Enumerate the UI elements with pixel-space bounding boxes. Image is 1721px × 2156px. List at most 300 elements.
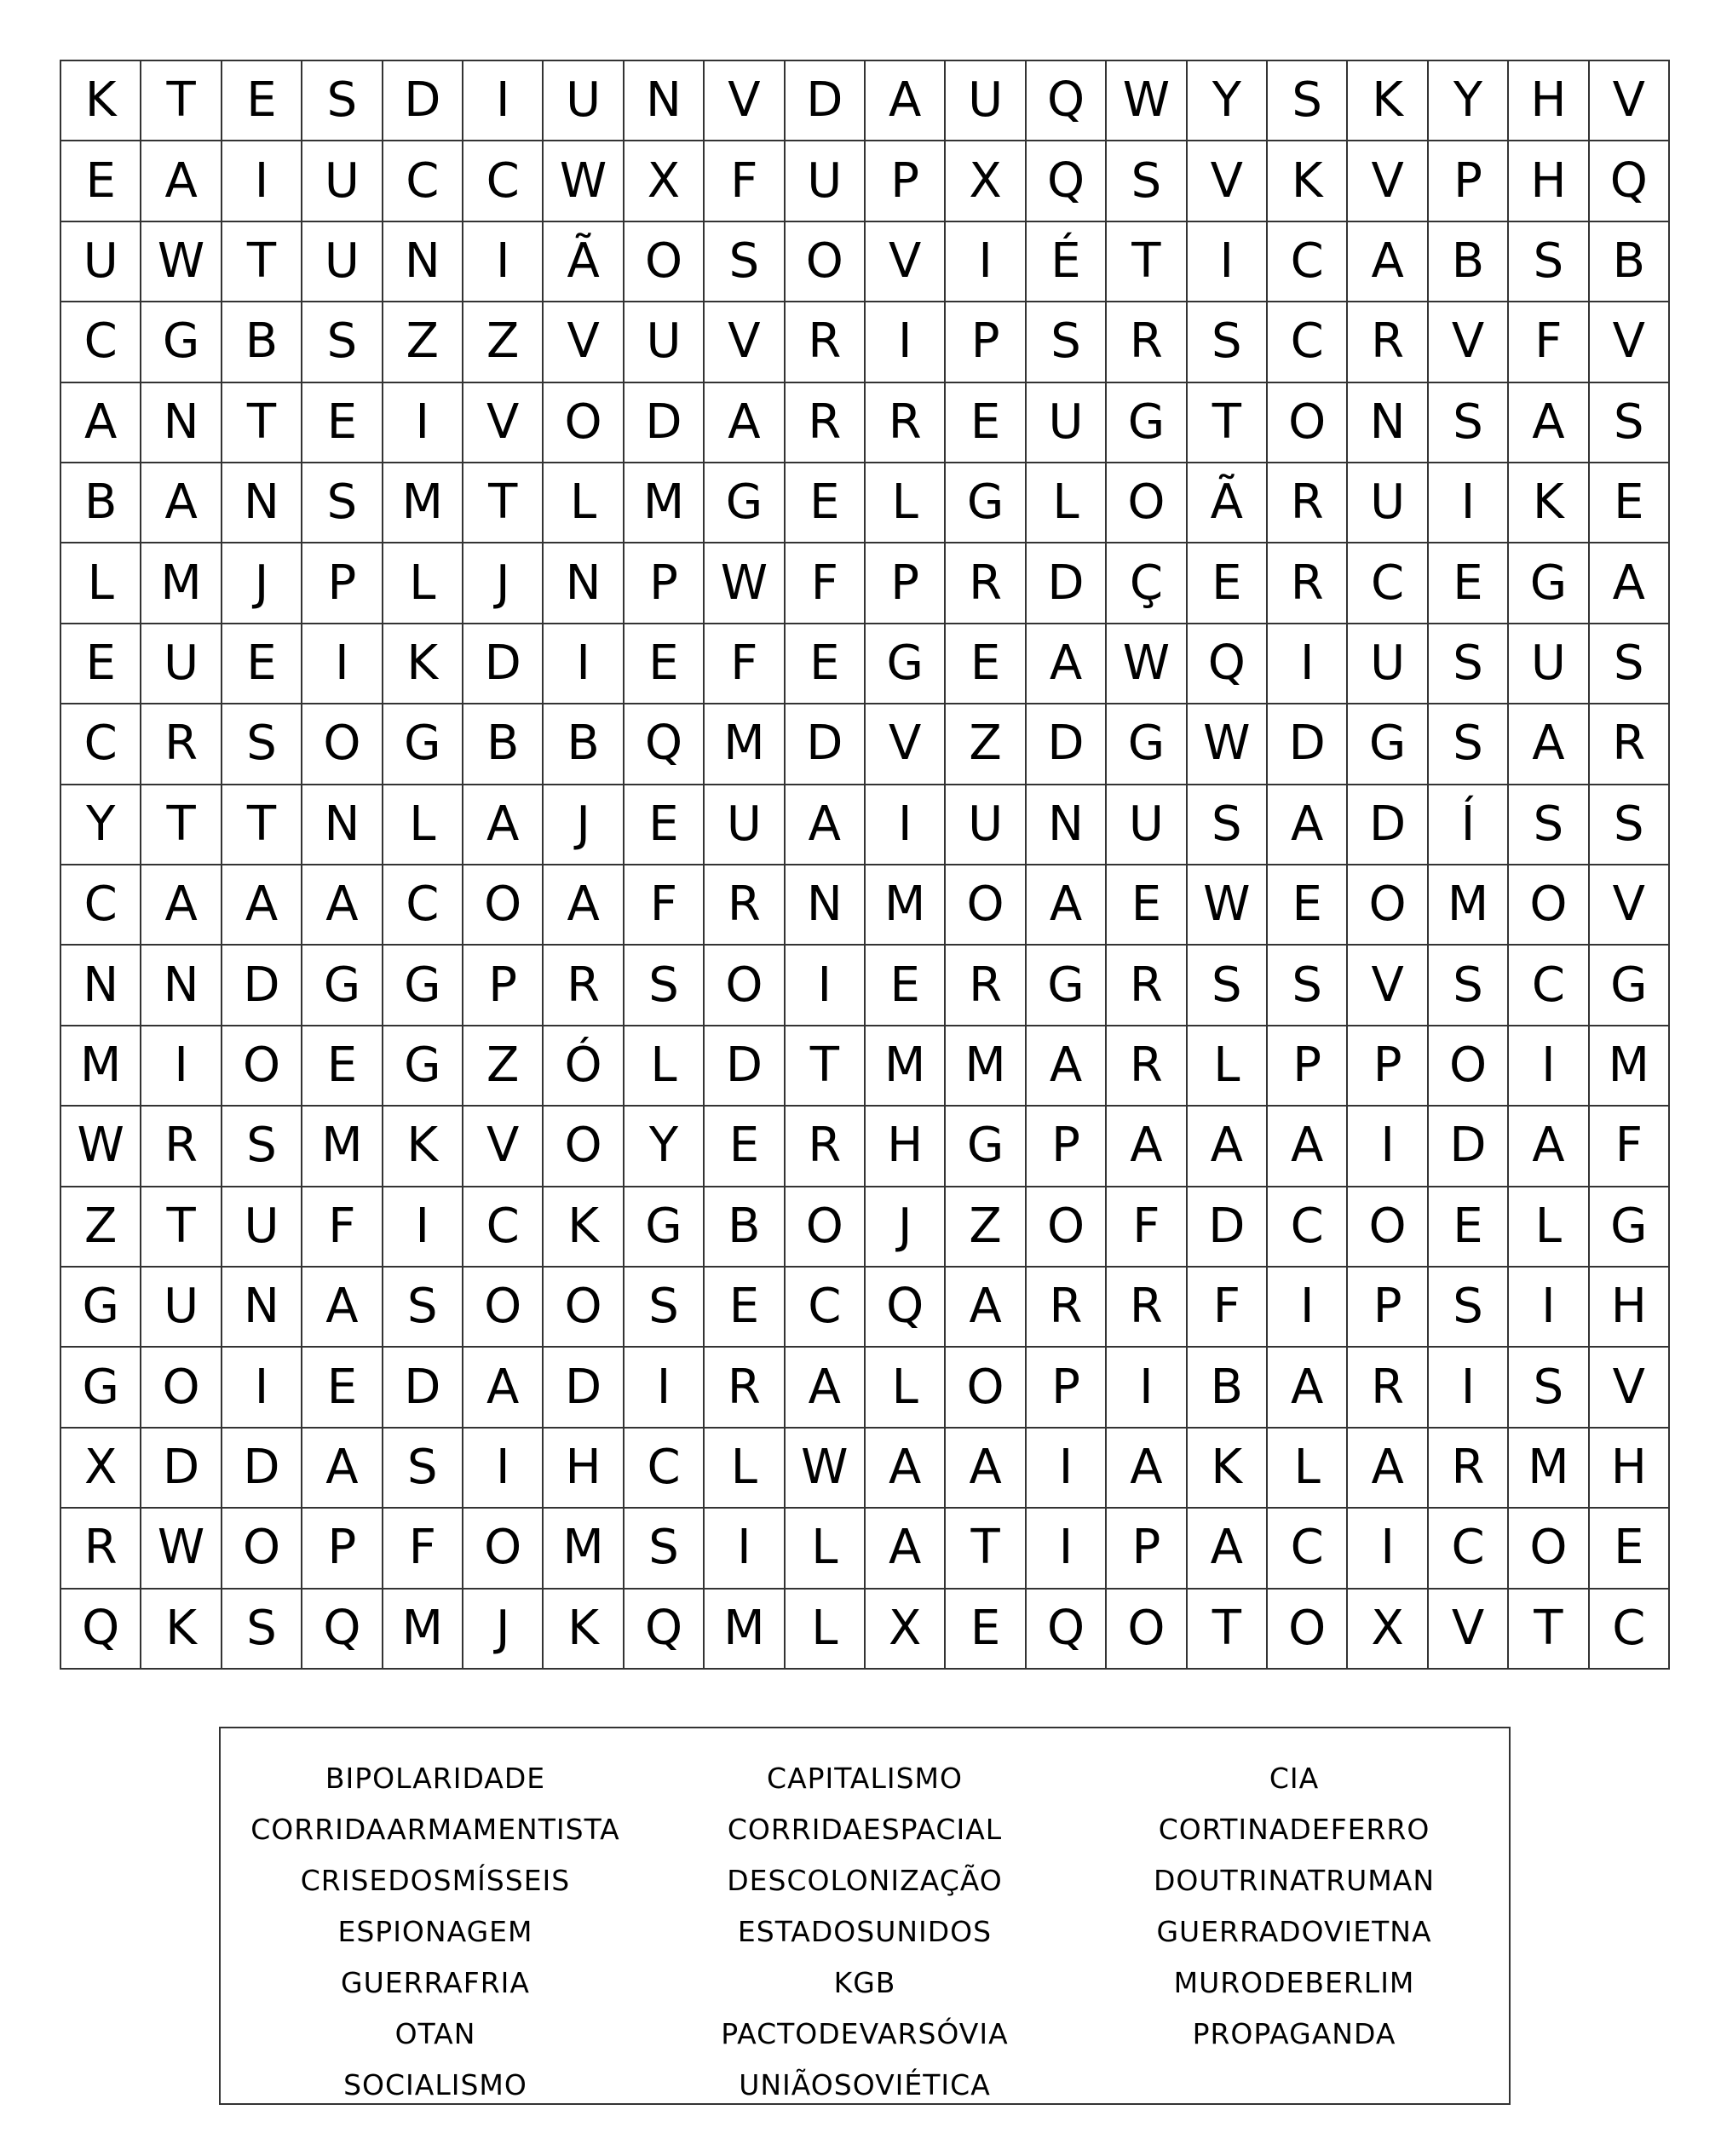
grid-cell[interactable]: A bbox=[1348, 1429, 1428, 1509]
grid-cell[interactable]: M bbox=[866, 1026, 946, 1107]
grid-cell[interactable]: F bbox=[1107, 1187, 1187, 1268]
grid-cell[interactable]: Q bbox=[1027, 61, 1107, 141]
grid-cell[interactable]: F bbox=[705, 624, 785, 704]
grid-cell[interactable]: I bbox=[1188, 222, 1268, 302]
grid-cell[interactable]: W bbox=[1188, 865, 1268, 946]
grid-cell[interactable]: N bbox=[61, 946, 141, 1026]
grid-cell[interactable]: B bbox=[544, 704, 624, 785]
grid-cell[interactable]: L bbox=[1188, 1026, 1268, 1107]
grid-cell[interactable]: M bbox=[1509, 1429, 1589, 1509]
grid-cell[interactable]: S bbox=[625, 1268, 705, 1348]
grid-cell[interactable]: A bbox=[141, 141, 222, 221]
grid-cell[interactable]: R bbox=[1590, 704, 1670, 785]
grid-cell[interactable]: A bbox=[1590, 543, 1670, 624]
grid-cell[interactable]: S bbox=[222, 1107, 302, 1187]
grid-cell[interactable]: B bbox=[463, 704, 544, 785]
grid-cell[interactable]: C bbox=[463, 1187, 544, 1268]
grid-cell[interactable]: S bbox=[1509, 1348, 1589, 1428]
grid-cell[interactable]: Í bbox=[1429, 785, 1509, 865]
grid-cell[interactable]: R bbox=[1348, 1348, 1428, 1428]
grid-cell[interactable]: Q bbox=[61, 1590, 141, 1670]
grid-cell[interactable]: V bbox=[705, 61, 785, 141]
grid-cell[interactable]: D bbox=[1027, 543, 1107, 624]
grid-cell[interactable]: G bbox=[383, 946, 463, 1026]
grid-cell[interactable]: E bbox=[61, 141, 141, 221]
grid-cell[interactable]: U bbox=[946, 785, 1026, 865]
grid-cell[interactable]: M bbox=[705, 704, 785, 785]
grid-cell[interactable]: N bbox=[625, 61, 705, 141]
grid-cell[interactable]: P bbox=[1268, 1026, 1348, 1107]
grid-cell[interactable]: A bbox=[302, 865, 383, 946]
grid-cell[interactable]: I bbox=[383, 1187, 463, 1268]
grid-cell[interactable]: E bbox=[222, 61, 302, 141]
grid-cell[interactable]: R bbox=[786, 383, 866, 463]
grid-cell[interactable]: Q bbox=[1590, 141, 1670, 221]
grid-cell[interactable]: O bbox=[544, 1268, 624, 1348]
grid-cell[interactable]: Ã bbox=[1188, 463, 1268, 543]
grid-cell[interactable]: T bbox=[1107, 222, 1187, 302]
grid-cell[interactable]: S bbox=[1429, 946, 1509, 1026]
grid-cell[interactable]: P bbox=[1027, 1107, 1107, 1187]
grid-cell[interactable]: C bbox=[1268, 1509, 1348, 1589]
grid-cell[interactable]: M bbox=[625, 463, 705, 543]
grid-cell[interactable]: S bbox=[302, 463, 383, 543]
grid-cell[interactable]: R bbox=[1107, 946, 1187, 1026]
grid-cell[interactable]: V bbox=[1348, 141, 1428, 221]
grid-cell[interactable]: A bbox=[1348, 222, 1428, 302]
grid-cell[interactable]: R bbox=[1107, 302, 1187, 382]
grid-cell[interactable]: F bbox=[705, 141, 785, 221]
grid-cell[interactable]: M bbox=[383, 463, 463, 543]
grid-cell[interactable]: N bbox=[544, 543, 624, 624]
grid-cell[interactable]: Ç bbox=[1107, 543, 1187, 624]
grid-cell[interactable]: I bbox=[1429, 463, 1509, 543]
grid-cell[interactable]: R bbox=[141, 1107, 222, 1187]
grid-cell[interactable]: D bbox=[786, 61, 866, 141]
grid-cell[interactable]: R bbox=[1429, 1429, 1509, 1509]
grid-cell[interactable]: A bbox=[1027, 865, 1107, 946]
grid-cell[interactable]: C bbox=[61, 865, 141, 946]
grid-cell[interactable]: C bbox=[61, 302, 141, 382]
grid-cell[interactable]: L bbox=[1509, 1187, 1589, 1268]
grid-cell[interactable]: W bbox=[1107, 61, 1187, 141]
grid-cell[interactable]: V bbox=[1348, 946, 1428, 1026]
grid-cell[interactable]: I bbox=[463, 1429, 544, 1509]
grid-cell[interactable]: U bbox=[705, 785, 785, 865]
grid-cell[interactable]: G bbox=[1590, 1187, 1670, 1268]
grid-cell[interactable]: N bbox=[141, 946, 222, 1026]
grid-cell[interactable]: O bbox=[625, 222, 705, 302]
grid-cell[interactable]: S bbox=[1188, 302, 1268, 382]
grid-cell[interactable]: S bbox=[625, 946, 705, 1026]
grid-cell[interactable]: A bbox=[302, 1268, 383, 1348]
grid-cell[interactable]: V bbox=[1429, 302, 1509, 382]
grid-cell[interactable]: G bbox=[61, 1348, 141, 1428]
grid-cell[interactable]: E bbox=[625, 624, 705, 704]
grid-cell[interactable]: A bbox=[463, 785, 544, 865]
grid-cell[interactable]: A bbox=[866, 61, 946, 141]
grid-cell[interactable]: N bbox=[302, 785, 383, 865]
grid-cell[interactable]: T bbox=[946, 1509, 1026, 1589]
grid-cell[interactable]: U bbox=[1348, 463, 1428, 543]
grid-cell[interactable]: G bbox=[866, 624, 946, 704]
grid-cell[interactable]: Z bbox=[463, 1026, 544, 1107]
grid-cell[interactable]: L bbox=[625, 1026, 705, 1107]
grid-cell[interactable]: V bbox=[1590, 61, 1670, 141]
grid-cell[interactable]: D bbox=[1188, 1187, 1268, 1268]
grid-cell[interactable]: R bbox=[705, 1348, 785, 1428]
grid-cell[interactable]: D bbox=[463, 624, 544, 704]
grid-cell[interactable]: V bbox=[1188, 141, 1268, 221]
grid-cell[interactable]: L bbox=[1027, 463, 1107, 543]
grid-cell[interactable]: A bbox=[141, 463, 222, 543]
grid-cell[interactable]: W bbox=[544, 141, 624, 221]
grid-cell[interactable]: Y bbox=[61, 785, 141, 865]
grid-cell[interactable]: H bbox=[866, 1107, 946, 1187]
grid-cell[interactable]: S bbox=[302, 302, 383, 382]
grid-cell[interactable]: E bbox=[866, 946, 946, 1026]
grid-cell[interactable]: Q bbox=[1027, 1590, 1107, 1670]
grid-cell[interactable]: R bbox=[946, 946, 1026, 1026]
grid-cell[interactable]: Q bbox=[625, 1590, 705, 1670]
grid-cell[interactable]: P bbox=[866, 543, 946, 624]
grid-cell[interactable]: C bbox=[1590, 1590, 1670, 1670]
grid-cell[interactable]: K bbox=[544, 1187, 624, 1268]
grid-cell[interactable]: M bbox=[141, 543, 222, 624]
grid-cell[interactable]: E bbox=[1429, 543, 1509, 624]
grid-cell[interactable]: P bbox=[1027, 1348, 1107, 1428]
grid-cell[interactable]: E bbox=[946, 383, 1026, 463]
grid-cell[interactable]: A bbox=[1027, 624, 1107, 704]
grid-cell[interactable]: V bbox=[1429, 1590, 1509, 1670]
grid-cell[interactable]: S bbox=[1027, 302, 1107, 382]
grid-cell[interactable]: E bbox=[786, 463, 866, 543]
grid-cell[interactable]: Q bbox=[1188, 624, 1268, 704]
grid-cell[interactable]: T bbox=[222, 785, 302, 865]
grid-cell[interactable]: R bbox=[544, 946, 624, 1026]
grid-cell[interactable]: R bbox=[786, 1107, 866, 1187]
grid-cell[interactable]: P bbox=[625, 543, 705, 624]
grid-cell[interactable]: B bbox=[222, 302, 302, 382]
grid-cell[interactable]: P bbox=[1107, 1509, 1187, 1589]
grid-cell[interactable]: E bbox=[1268, 865, 1348, 946]
grid-cell[interactable]: R bbox=[1107, 1268, 1187, 1348]
grid-cell[interactable]: N bbox=[786, 865, 866, 946]
grid-cell[interactable]: D bbox=[222, 1429, 302, 1509]
grid-cell[interactable]: U bbox=[141, 624, 222, 704]
grid-cell[interactable]: O bbox=[1348, 865, 1428, 946]
grid-cell[interactable]: Z bbox=[463, 302, 544, 382]
grid-cell[interactable]: A bbox=[1188, 1107, 1268, 1187]
grid-cell[interactable]: V bbox=[1590, 865, 1670, 946]
grid-cell[interactable]: G bbox=[1348, 704, 1428, 785]
grid-cell[interactable]: O bbox=[1027, 1187, 1107, 1268]
grid-cell[interactable]: F bbox=[1188, 1268, 1268, 1348]
grid-cell[interactable]: D bbox=[1348, 785, 1428, 865]
grid-cell[interactable]: S bbox=[1188, 785, 1268, 865]
grid-cell[interactable]: X bbox=[625, 141, 705, 221]
grid-cell[interactable]: V bbox=[463, 1107, 544, 1187]
grid-cell[interactable]: G bbox=[61, 1268, 141, 1348]
grid-cell[interactable]: F bbox=[625, 865, 705, 946]
grid-cell[interactable]: J bbox=[866, 1187, 946, 1268]
grid-cell[interactable]: W bbox=[786, 1429, 866, 1509]
grid-cell[interactable]: C bbox=[1348, 543, 1428, 624]
grid-cell[interactable]: V bbox=[1590, 302, 1670, 382]
grid-cell[interactable]: M bbox=[383, 1590, 463, 1670]
grid-cell[interactable]: S bbox=[302, 61, 383, 141]
grid-cell[interactable]: K bbox=[544, 1590, 624, 1670]
grid-cell[interactable]: M bbox=[302, 1107, 383, 1187]
grid-cell[interactable]: R bbox=[1348, 302, 1428, 382]
grid-cell[interactable]: O bbox=[1509, 865, 1589, 946]
grid-cell[interactable]: U bbox=[141, 1268, 222, 1348]
grid-cell[interactable]: Z bbox=[383, 302, 463, 382]
grid-cell[interactable]: L bbox=[383, 785, 463, 865]
grid-cell[interactable]: C bbox=[383, 141, 463, 221]
grid-cell[interactable]: R bbox=[705, 865, 785, 946]
grid-cell[interactable]: O bbox=[222, 1509, 302, 1589]
grid-cell[interactable]: L bbox=[383, 543, 463, 624]
grid-cell[interactable]: A bbox=[1509, 383, 1589, 463]
grid-cell[interactable]: J bbox=[463, 543, 544, 624]
grid-cell[interactable]: I bbox=[222, 141, 302, 221]
grid-cell[interactable]: G bbox=[705, 463, 785, 543]
grid-cell[interactable]: X bbox=[1348, 1590, 1428, 1670]
grid-cell[interactable]: O bbox=[1429, 1026, 1509, 1107]
grid-cell[interactable]: V bbox=[705, 302, 785, 382]
grid-cell[interactable]: O bbox=[544, 1107, 624, 1187]
grid-cell[interactable]: U bbox=[786, 141, 866, 221]
grid-cell[interactable]: G bbox=[383, 704, 463, 785]
grid-cell[interactable]: Y bbox=[1429, 61, 1509, 141]
grid-cell[interactable]: D bbox=[141, 1429, 222, 1509]
grid-cell[interactable]: D bbox=[1429, 1107, 1509, 1187]
grid-cell[interactable]: T bbox=[1188, 1590, 1268, 1670]
grid-cell[interactable]: C bbox=[1268, 222, 1348, 302]
grid-cell[interactable]: O bbox=[786, 1187, 866, 1268]
grid-cell[interactable]: C bbox=[1509, 946, 1589, 1026]
grid-cell[interactable]: L bbox=[1268, 1429, 1348, 1509]
grid-cell[interactable]: V bbox=[463, 383, 544, 463]
grid-cell[interactable]: D bbox=[544, 1348, 624, 1428]
grid-cell[interactable]: V bbox=[866, 222, 946, 302]
grid-cell[interactable]: I bbox=[463, 61, 544, 141]
grid-cell[interactable]: S bbox=[222, 704, 302, 785]
grid-cell[interactable]: G bbox=[1509, 543, 1589, 624]
grid-cell[interactable]: A bbox=[1268, 1348, 1348, 1428]
grid-cell[interactable]: R bbox=[61, 1509, 141, 1589]
grid-cell[interactable]: G bbox=[1027, 946, 1107, 1026]
grid-cell[interactable]: T bbox=[141, 61, 222, 141]
grid-cell[interactable]: Y bbox=[1188, 61, 1268, 141]
grid-cell[interactable]: I bbox=[222, 1348, 302, 1428]
grid-cell[interactable]: P bbox=[463, 946, 544, 1026]
grid-cell[interactable]: C bbox=[61, 704, 141, 785]
grid-cell[interactable]: Q bbox=[625, 704, 705, 785]
grid-cell[interactable]: N bbox=[1027, 785, 1107, 865]
grid-cell[interactable]: S bbox=[1509, 222, 1589, 302]
grid-cell[interactable]: I bbox=[1509, 1026, 1589, 1107]
grid-cell[interactable]: P bbox=[866, 141, 946, 221]
grid-cell[interactable]: K bbox=[383, 1107, 463, 1187]
grid-cell[interactable]: A bbox=[946, 1268, 1026, 1348]
grid-cell[interactable]: J bbox=[222, 543, 302, 624]
grid-cell[interactable]: S bbox=[1429, 1268, 1509, 1348]
grid-cell[interactable]: E bbox=[222, 624, 302, 704]
grid-cell[interactable]: S bbox=[1509, 785, 1589, 865]
grid-cell[interactable]: V bbox=[866, 704, 946, 785]
grid-cell[interactable]: G bbox=[946, 1107, 1026, 1187]
grid-cell[interactable]: L bbox=[705, 1429, 785, 1509]
grid-cell[interactable]: X bbox=[946, 141, 1026, 221]
grid-cell[interactable]: E bbox=[1590, 463, 1670, 543]
grid-cell[interactable]: U bbox=[222, 1187, 302, 1268]
grid-cell[interactable]: T bbox=[222, 383, 302, 463]
grid-cell[interactable]: U bbox=[544, 61, 624, 141]
grid-cell[interactable]: I bbox=[625, 1348, 705, 1428]
grid-cell[interactable]: I bbox=[544, 624, 624, 704]
grid-cell[interactable]: A bbox=[1509, 1107, 1589, 1187]
grid-cell[interactable]: E bbox=[705, 1107, 785, 1187]
grid-cell[interactable]: S bbox=[1429, 624, 1509, 704]
grid-cell[interactable]: S bbox=[1268, 946, 1348, 1026]
grid-cell[interactable]: M bbox=[61, 1026, 141, 1107]
grid-cell[interactable]: C bbox=[463, 141, 544, 221]
grid-cell[interactable]: O bbox=[463, 865, 544, 946]
grid-cell[interactable]: P bbox=[1429, 141, 1509, 221]
grid-cell[interactable]: Z bbox=[61, 1187, 141, 1268]
grid-cell[interactable]: D bbox=[1268, 704, 1348, 785]
grid-cell[interactable]: W bbox=[141, 222, 222, 302]
grid-cell[interactable]: E bbox=[302, 1026, 383, 1107]
grid-cell[interactable]: A bbox=[1268, 1107, 1348, 1187]
grid-cell[interactable]: K bbox=[1509, 463, 1589, 543]
grid-cell[interactable]: E bbox=[1107, 865, 1187, 946]
grid-cell[interactable]: I bbox=[786, 946, 866, 1026]
grid-cell[interactable]: O bbox=[1509, 1509, 1589, 1589]
grid-cell[interactable]: A bbox=[1188, 1509, 1268, 1589]
grid-cell[interactable]: Ó bbox=[544, 1026, 624, 1107]
grid-cell[interactable]: U bbox=[1107, 785, 1187, 865]
grid-cell[interactable]: E bbox=[61, 624, 141, 704]
grid-cell[interactable]: C bbox=[1268, 302, 1348, 382]
grid-cell[interactable]: P bbox=[302, 1509, 383, 1589]
grid-cell[interactable]: O bbox=[946, 865, 1026, 946]
grid-cell[interactable]: L bbox=[866, 1348, 946, 1428]
grid-cell[interactable]: Y bbox=[625, 1107, 705, 1187]
grid-cell[interactable]: I bbox=[141, 1026, 222, 1107]
grid-cell[interactable]: D bbox=[383, 61, 463, 141]
grid-cell[interactable]: I bbox=[946, 222, 1026, 302]
grid-cell[interactable]: S bbox=[1429, 383, 1509, 463]
grid-cell[interactable]: I bbox=[463, 222, 544, 302]
grid-cell[interactable]: S bbox=[1107, 141, 1187, 221]
grid-cell[interactable]: S bbox=[383, 1429, 463, 1509]
grid-cell[interactable]: L bbox=[866, 463, 946, 543]
grid-cell[interactable]: Q bbox=[866, 1268, 946, 1348]
grid-cell[interactable]: A bbox=[222, 865, 302, 946]
grid-cell[interactable]: U bbox=[1348, 624, 1428, 704]
grid-cell[interactable]: E bbox=[1429, 1187, 1509, 1268]
grid-cell[interactable]: S bbox=[705, 222, 785, 302]
grid-cell[interactable]: R bbox=[141, 704, 222, 785]
grid-cell[interactable]: P bbox=[1348, 1026, 1428, 1107]
grid-cell[interactable]: G bbox=[1107, 704, 1187, 785]
grid-cell[interactable]: B bbox=[1429, 222, 1509, 302]
grid-cell[interactable]: T bbox=[1188, 383, 1268, 463]
grid-cell[interactable]: H bbox=[1590, 1429, 1670, 1509]
grid-cell[interactable]: U bbox=[302, 141, 383, 221]
grid-cell[interactable]: L bbox=[544, 463, 624, 543]
grid-cell[interactable]: I bbox=[866, 785, 946, 865]
grid-cell[interactable]: F bbox=[302, 1187, 383, 1268]
grid-cell[interactable]: F bbox=[383, 1509, 463, 1589]
grid-cell[interactable]: T bbox=[141, 1187, 222, 1268]
grid-cell[interactable]: K bbox=[1188, 1429, 1268, 1509]
grid-cell[interactable]: A bbox=[141, 865, 222, 946]
grid-cell[interactable]: S bbox=[1590, 785, 1670, 865]
grid-cell[interactable]: K bbox=[1268, 141, 1348, 221]
grid-cell[interactable]: Ã bbox=[544, 222, 624, 302]
grid-cell[interactable]: I bbox=[1268, 624, 1348, 704]
grid-cell[interactable]: A bbox=[544, 865, 624, 946]
grid-cell[interactable]: O bbox=[1268, 383, 1348, 463]
grid-cell[interactable]: R bbox=[1107, 1026, 1187, 1107]
grid-cell[interactable]: I bbox=[302, 624, 383, 704]
grid-cell[interactable]: A bbox=[866, 1429, 946, 1509]
grid-cell[interactable]: S bbox=[1590, 624, 1670, 704]
grid-cell[interactable]: G bbox=[383, 1026, 463, 1107]
grid-cell[interactable]: S bbox=[383, 1268, 463, 1348]
grid-cell[interactable]: H bbox=[1509, 61, 1589, 141]
grid-cell[interactable]: M bbox=[544, 1509, 624, 1589]
grid-cell[interactable]: E bbox=[1188, 543, 1268, 624]
grid-cell[interactable]: I bbox=[383, 383, 463, 463]
grid-cell[interactable]: G bbox=[1107, 383, 1187, 463]
grid-cell[interactable]: Z bbox=[946, 1187, 1026, 1268]
grid-cell[interactable]: E bbox=[946, 624, 1026, 704]
grid-cell[interactable]: W bbox=[61, 1107, 141, 1187]
grid-cell[interactable]: K bbox=[61, 61, 141, 141]
grid-cell[interactable]: J bbox=[544, 785, 624, 865]
grid-cell[interactable]: O bbox=[705, 946, 785, 1026]
grid-cell[interactable]: S bbox=[222, 1590, 302, 1670]
grid-cell[interactable]: R bbox=[786, 302, 866, 382]
grid-cell[interactable]: G bbox=[1590, 946, 1670, 1026]
grid-cell[interactable]: C bbox=[625, 1429, 705, 1509]
grid-cell[interactable]: D bbox=[222, 946, 302, 1026]
grid-cell[interactable]: N bbox=[383, 222, 463, 302]
grid-cell[interactable]: U bbox=[61, 222, 141, 302]
grid-cell[interactable]: N bbox=[222, 463, 302, 543]
grid-cell[interactable]: G bbox=[625, 1187, 705, 1268]
grid-cell[interactable]: K bbox=[383, 624, 463, 704]
grid-cell[interactable]: O bbox=[1348, 1187, 1428, 1268]
grid-cell[interactable]: M bbox=[1590, 1026, 1670, 1107]
grid-cell[interactable]: L bbox=[786, 1590, 866, 1670]
grid-cell[interactable]: A bbox=[866, 1509, 946, 1589]
grid-cell[interactable]: Z bbox=[946, 704, 1026, 785]
grid-cell[interactable]: T bbox=[222, 222, 302, 302]
grid-cell[interactable]: H bbox=[1590, 1268, 1670, 1348]
grid-cell[interactable]: D bbox=[383, 1348, 463, 1428]
grid-cell[interactable]: W bbox=[1107, 624, 1187, 704]
grid-cell[interactable]: M bbox=[946, 1026, 1026, 1107]
grid-cell[interactable]: S bbox=[1188, 946, 1268, 1026]
grid-cell[interactable]: O bbox=[786, 222, 866, 302]
grid-cell[interactable]: O bbox=[463, 1509, 544, 1589]
